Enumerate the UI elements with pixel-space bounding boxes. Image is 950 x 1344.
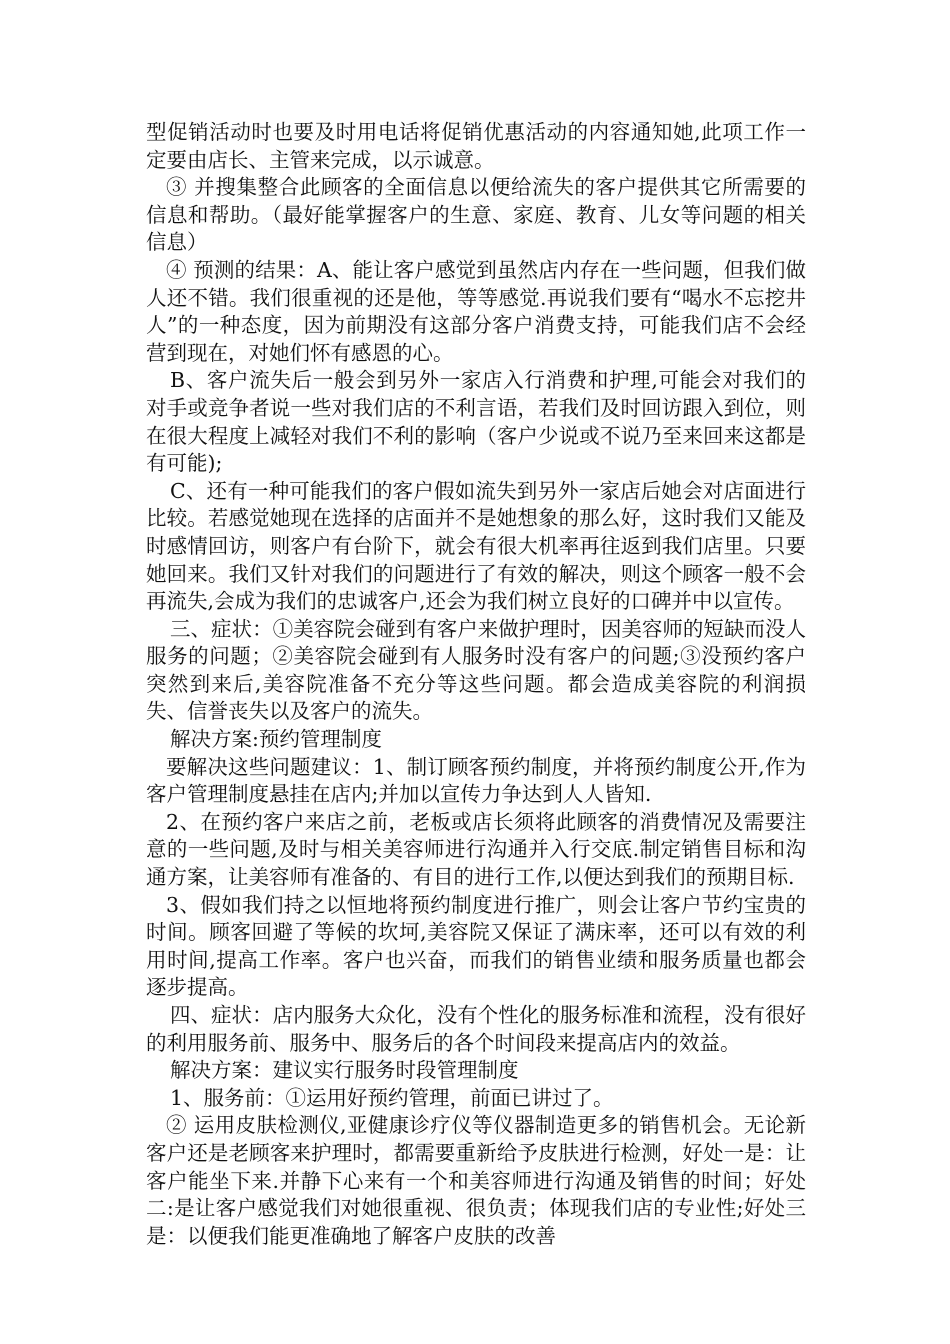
paragraph-5: C、还有一种可能我们的客户假如流失到另外一家店后她会对店面进行比较。若感觉她现在选择的店面并不是她想象的那么好，这时我们又能及时感情回访，则客户有台阶下，就会有很大机率再往返到我们店里。只要她回来。我们又针对我们的问题进行了有效的解决，则这个顾客一般不会再流失,会成为我们的忠诚客户,还会为我们树立良好的口碑并中以宣传。 [146, 478, 806, 614]
paragraph-7: 解决方案:预约管理制度 [170, 727, 382, 752]
paragraph-6: 三、症状：①美容院会碰到有客户来做护理时，因美容师的短缺而没人服务的问题；②美容院会碰到有人服务时没有客户的问题;③没预约客户突然到来后,美容院准备不充分等这些问题。都会造成美容院的利润损失、信誉丧失以及客户的流失。 [146, 616, 806, 724]
paragraph-4: B、客户流失后一般会到另外一家店入行消费和护理,可能会对我们的对手或竞争者说一些对我们店的不利言语，若我们及时回访跟入到位，则在很大程度上减轻对我们不利的影响（客户少说或不说乃至来回来这都是有可能); [146, 368, 806, 476]
paragraph-14: ② 运用皮肤检测仪,亚健康诊疗仪等仪器制造更多的销售机会。无论新客户还是老顾客来护理时，都需要重新给予皮肤进行检测，好处一是：让客户能坐下来.并静下心来有一个和美容师进行沟通及销售的时间；好处二:是让客户感觉我们对她很重视、很负责；体现我们店的专业性;好处三是：以便我们能更准确地了解客户皮肤的改善 [146, 1113, 806, 1248]
paragraph-11: 四、症状：店内服务大众化，没有个性化的服务标准和流程，没有很好的利用服务前、服务中、服务后的各个时间段来提高店内的效益。 [146, 1003, 806, 1055]
paragraph-10: 3、假如我们持之以恒地将预约制度进行推广，则会让客户节约宝贵的时间。顾客回避了等候的坎坷,美容院又保证了满床率，还可以有效的利用时间,提高工作率。客户也兴奋，而我们的销售业绩和服务质量也都会逐步提高。 [146, 892, 806, 1000]
paragraph-3: ④ 预测的结果：A、能让客户感觉到虽然店内存在一些问题，但我们做人还不错。我们很重视的还是他，等等感觉.再说我们要有“喝水不忘挖井人”的一种态度，因为前期没有这部分客户消费支持，可能我们店不会经营到现在，对她们怀有感恩的心。 [146, 257, 806, 365]
paragraph-13: 1、服务前：①运用好预约管理，前面已讲过了。 [170, 1085, 614, 1110]
paragraph-12: 解决方案：建议实行服务时段管理制度 [170, 1058, 519, 1083]
paragraph-1: 型促销活动时也要及时用电话将促销优惠活动的内容通知她,此项工作一定要由店长、主管来完成，以示诚意。 [146, 120, 806, 172]
paragraph-9: 2、在预约客户来店之前，老板或店长须将此顾客的消费情况及需要注意的一些问题,及时与相关美容师进行沟通并入行交底.制定销售目标和沟通方案，让美容师有准备的、有目的进行工作,以便达到我们的预期目标. [146, 809, 806, 890]
document-body [146, 119, 806, 1250]
paragraph-8: 要解决这些问题建议：1、制订顾客预约制度，并将预约制度公开,作为客户管理制度悬挂在店内;并加以宣传力争达到人人皆知. [146, 754, 806, 807]
paragraph-2: ③ 并搜集整合此顾客的全面信息以便给流失的客户提供其它所需要的信息和帮助。（最好能掌握客户的生意、家庭、教育、儿女等问题的相关信息） [146, 175, 806, 255]
